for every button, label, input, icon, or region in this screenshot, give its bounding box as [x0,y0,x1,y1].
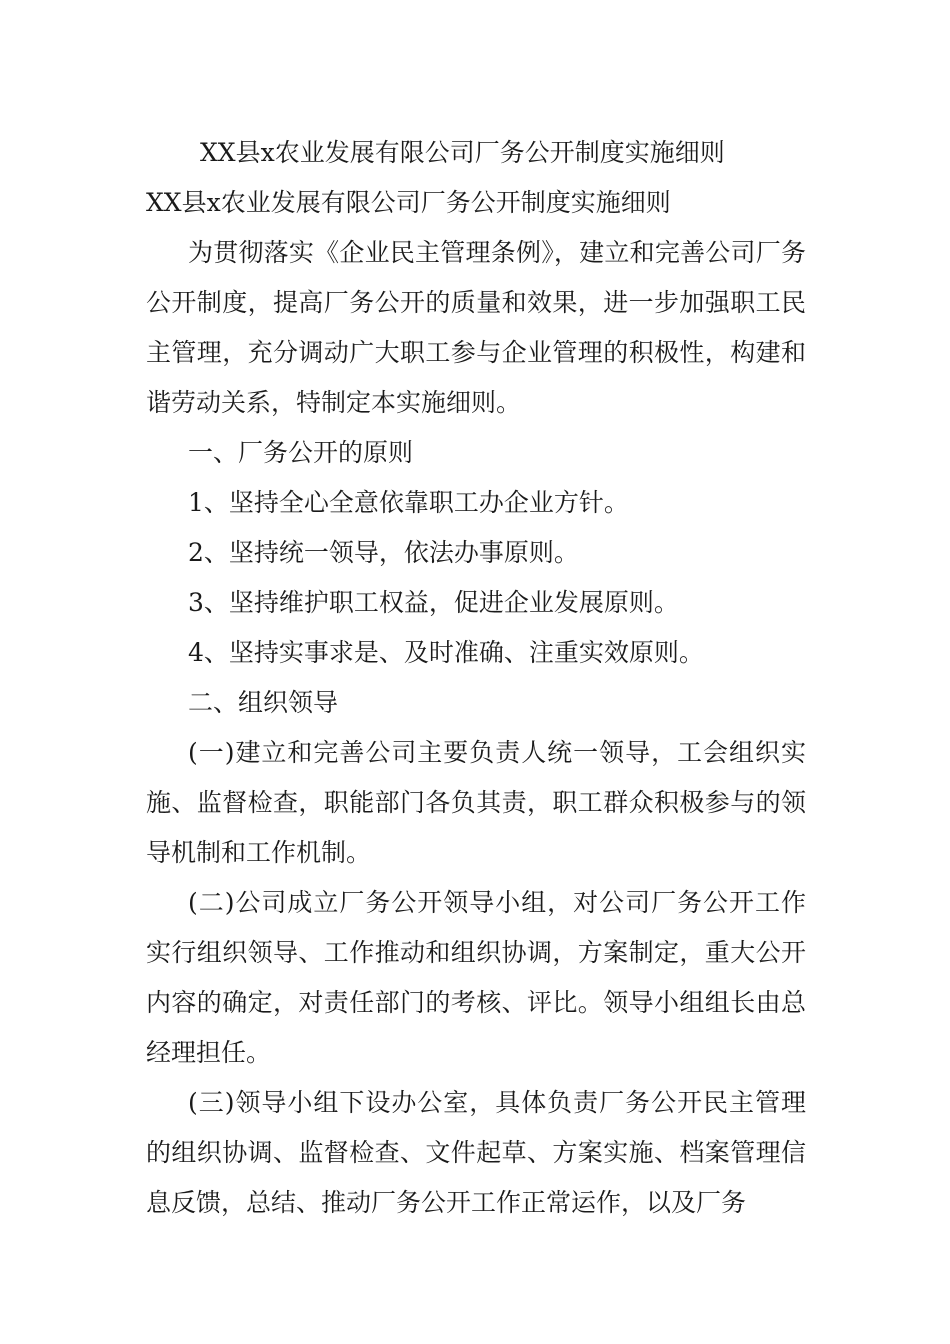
principle-item: 4、坚持实事求是、及时准确、注重实效原则。 [188,638,704,667]
intro-paragraph: 为贯彻落实《企业民主管理条例》，建立和完善公司厂务公开制度，提高厂务公开的质量和效果，进一步加强职工民主管理，充分调动广大职工参与企业管理的积极性，构建和谐劳动关系，特制定本实施细则。 [146,238,806,417]
document-subtitle: XX县x农业发展有限公司厂务公开制度实施细则 [146,188,671,217]
document-title: XX县x农业发展有限公司厂务公开制度实施细则 [200,138,725,167]
organization-paragraph: (三)领导小组下设办公室，具体负责厂务公开民主管理的组织协调、监督检查、文件起草、方案实施、档案管理信息反馈，总结、推动厂务公开工作正常运作，以及厂务 [146,1088,806,1217]
section-heading-principles: 一、厂务公开的原则 [188,438,414,467]
principle-item: 1、坚持全心全意依靠职工办企业方针。 [188,488,629,517]
principle-item: 3、坚持维护职工权益，促进企业发展原则。 [188,588,679,617]
section-heading-organization: 二、组织领导 [188,688,339,717]
organization-paragraph: (一)建立和完善公司主要负责人统一领导，工会组织实施、监督检查，职能部门各负其责，职工群众积极参与的领导机制和工作机制。 [146,738,806,867]
principle-item: 2、坚持统一领导，依法办事原则。 [188,538,579,567]
organization-paragraph: (二)公司成立厂务公开领导小组，对公司厂务公开工作实行组织领导、工作推动和组织协调，方案制定，重大公开内容的确定，对责任部门的考核、评比。领导小组组长由总经理担任。 [146,888,806,1067]
document-body [146,128,806,1228]
